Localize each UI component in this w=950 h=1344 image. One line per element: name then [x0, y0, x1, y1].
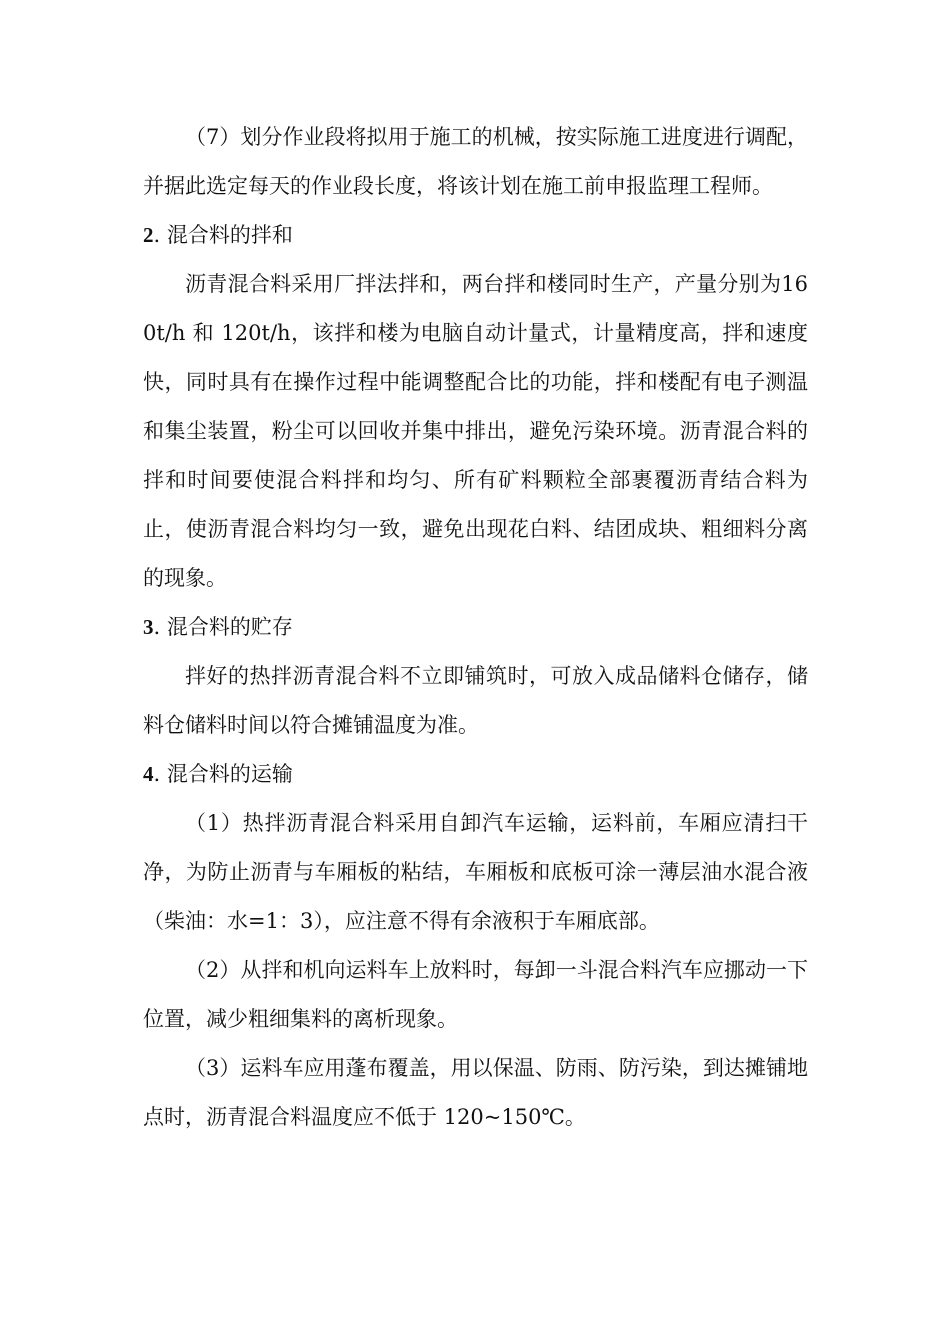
paragraph-transport-2: （2）从拌和机向运料车上放料时，每卸一斗混合料汽车应挪动一下位置，减少粗细集料的离析现象。 — [143, 958, 808, 1031]
paragraph-storage: 拌好的热拌沥青混合料不立即铺筑时，可放入成品储料仓储存，储料仓储料时间以符合摊铺温度为准。 — [143, 664, 808, 737]
paragraph-transport-1: （1）热拌沥青混合料采用自卸汽车运输，运料前，车厢应清扫干净，为防止沥青与车厢板的粘结，车厢板和底板可涂一薄层油水混合液（柴油：水=1：3），应注意不得有余液积于车厢底部。 — [143, 811, 808, 933]
section-heading-mixing — [143, 211, 808, 260]
section-heading-transport — [143, 750, 808, 799]
paragraph-item-7: （7）划分作业段将拟用于施工的机械，按实际施工进度进行调配，并据此选定每天的作业段长度，将该计划在施工前申报监理工程师。 — [143, 125, 808, 198]
section-title: . 混合料的拌和 — [153, 223, 293, 247]
paragraph-transport-3: （3）运料车应用蓬布覆盖，用以保温、防雨、防污染，到达摊铺地点时，沥青混合料温度应不低于 120~150℃。 — [143, 1056, 808, 1129]
section-title: . 混合料的贮存 — [153, 615, 293, 639]
section-number: 3 — [143, 615, 154, 639]
paragraph-mixing: 沥青混合料采用厂拌法拌和，两台拌和楼同时生产，产量分别为160t/h 和 120t/h，该拌和楼为电脑自动计量式，计量精度高，拌和速度快，同时具有在操作过程中能调整配合比的功能，拌和楼配有电子测温和集尘装置，粉尘可以回收并集中排出，避免污染环境。沥青混合料的拌和时间要使混合料拌和均匀、所有矿料颗粒全部裹覆沥青结合料为止，使沥青混合料均匀一致，避免出现花白料、结团成块、粗细料分离的现象。 — [143, 272, 808, 590]
document-page — [143, 113, 808, 1142]
section-heading-storage — [143, 603, 808, 652]
section-number: 4 — [143, 762, 154, 786]
section-title: . 混合料的运输 — [153, 762, 293, 786]
section-number: 2 — [143, 223, 154, 247]
